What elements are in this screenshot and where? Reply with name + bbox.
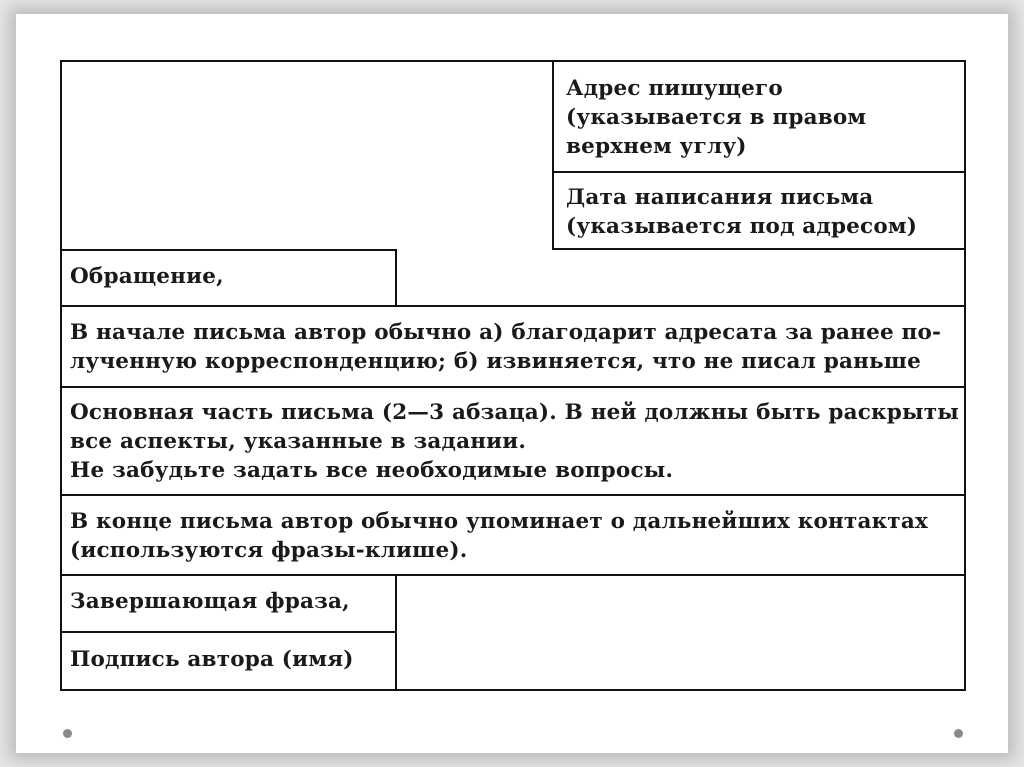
- date-text: Дата написания письма (указывается под адресом): [566, 185, 918, 239]
- address-date-divider: [552, 171, 966, 173]
- frame-right: [964, 60, 966, 691]
- closing-phrase-text: Завершающая фраза,: [70, 589, 350, 614]
- signature-text: Подпись автора (имя): [70, 647, 354, 672]
- writer-address-text: Адрес пишущего (указывается в правом верхнем углу): [566, 76, 867, 159]
- greeting-box-top: [60, 249, 397, 251]
- frame-left: [60, 60, 62, 691]
- address-box-left: [552, 60, 554, 250]
- divider-phrase-top: [60, 574, 966, 576]
- divider-opening-top: [60, 305, 966, 307]
- frame-bottom: [60, 689, 966, 691]
- greeting-text: Обращение,: [70, 264, 224, 289]
- frame-top: [60, 60, 966, 62]
- greeting-box-right: [395, 249, 397, 307]
- divider-closing-top: [60, 494, 966, 496]
- opening-text: В начале письма автор обычно а) благодарит адресата за ранее по- лученную корреспонденцию; б) извиняется, что не писал раньше: [70, 320, 942, 374]
- main-body-text: Основная часть письма (2—3 абзаца). В ней должны быть раскрыты все аспекты, указанные в задании. Не забудьте задать все необходимые вопросы.: [70, 400, 959, 483]
- closing-paragraph-text: В конце письма автор обычно упоминает о дальнейших контактах (используются фразы-клише).: [70, 509, 928, 563]
- divider-main-top: [60, 386, 966, 388]
- date-box-bottom: [552, 248, 966, 250]
- phrase-signature-divider: [60, 631, 397, 633]
